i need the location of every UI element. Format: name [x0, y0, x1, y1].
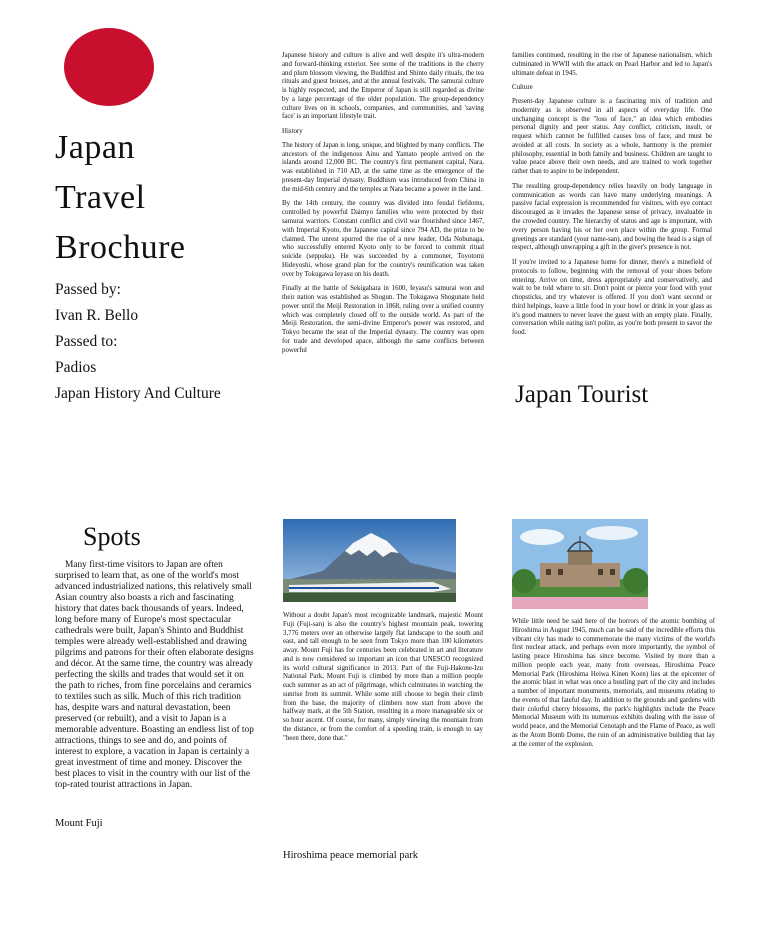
passed-by-label: Passed by:: [55, 281, 121, 298]
history-column: [282, 52, 484, 412]
title-line-1: Japan: [55, 129, 135, 166]
hiroshima-dome-photo: [512, 519, 648, 609]
culture-heading: Culture: [512, 84, 533, 92]
culture-column: [512, 52, 712, 374]
history-paragraph-3: Finally at the battle of Sekigahara in 1600, Ieyasu's samurai won and their nation was established as Shogun. The Tokugawa Shogunate held power until the Meiji Restoration in 1868, ruling over a unified country which was completely closed off to the outside world. As part of the Meiji Restoration, the semi-divine Emperor's power was restored, and Tokyo became the seat of the Imperial dynasty. The country was open for trade and developed apace, although the same conflicts between powerful: [282, 285, 484, 354]
history-continuation: families continued, resulting in the rise of Japanese nationalism, which culminated in WWII with the attack on Pearl Harbor and led to Japan's ultimate defeat in 1945.: [512, 52, 712, 77]
culture-paragraph-1: Present-day Japanese culture is a fascinating mix of tradition and modernity as is observed in all aspects of everyday life. One unchanging concept is the "loss of face," an idea which embodies personal dignity and peer status. Any conflict, criticism, insult, or request which cannot be fulfilled causes loss of face, and must be avoided at all costs. In society as a whole, harmony is the premier philosophy, essential in both family and business. Children are taught to value peace above their own needs, and are trained to work together rather than to aspire to be independent.: [512, 98, 712, 176]
subject-line: Japan History And Culture: [55, 385, 221, 402]
culture-paragraph-3: If you're invited to a Japanese home for dinner, there's a minefield of protocols to follow, beginning with the removal of your shoes before entering. Arrive on time, dress appropriately and conservatively, and wait to be told where to sit. Don't point or pierce your food with your chopsticks, and try whatever is offered. If you don't want second or third helpings, leave a little food in your bowl or drink in your glass as it's good manners to never leave the guest with an empty plate. Finally, conversation while eating isn't polite, as you're both present to savor the food.: [512, 259, 712, 337]
spots-body: [55, 560, 255, 791]
history-paragraph-1: The history of Japan is long, unique, and blighted by many conflicts. The ancestors of the indigenous Ainu and Yamato people arrived on the islands around 12,000 BC. The country's first permanent capital, Nara, was established in 710 AD, at the same time as the emergence of the present-day Imperial dynasty. Buddhism was introduced from China in the mid-6th century and the temples at Nara became a power in the land.: [282, 141, 484, 193]
title-line-3: Brochure: [55, 229, 186, 266]
spots-title: Spots: [83, 522, 141, 551]
japan-tourist-title: Japan Tourist: [515, 381, 649, 408]
history-paragraph-2: By the 14th century, the country was divided into feudal fiefdoms, controlled by powerful Daimyo families who were protected by their samurai warriors. Constant conflict and civil war flourished since 1467, with Imperial Kyoto, the Japanese capital since 794 AD, the prize to be claimed. The unrest spurred the rise of a new leader, Oda Nobunaga, who successfully entered Kyoto only to be forced to commit ritual suicide (seppuku). He was succeeded by a commoner, Toyotomi Hideyoshi, whose grand plan for the country's reunification was taken over by Tokugawa Ieyasu on his death.: [282, 200, 484, 278]
mount-fuji-caption: Mount Fuji: [55, 818, 103, 829]
history-heading: History: [282, 128, 303, 136]
intro-paragraph: Japanese history and culture is alive and well despite it's ultra-modern and forward-thinking exterior. See some of the traditions in the cherry and plum blossom viewing, the Buddhist and Shinto daily rituals, the tea rituals and guest houses, and at the annual festivals. The samurai culture is highly respected, and the Emperor of Japan is still regarded as divine by a large percentage of the older population. The group-dependency culture lives on in schools, companies, and communities, and 'saving face' is an important lifestyle trait.: [282, 52, 484, 121]
hiroshima-caption: Hiroshima peace memorial park: [283, 850, 418, 861]
passed-to-name: Padios: [55, 359, 97, 376]
title-line-2: Travel: [55, 179, 146, 216]
spots-paragraph: Many first-time visitors to Japan are often surprised to learn that, as one of the world's most advanced industrialized nations, this relatively small Asian country also boasts a rich and fascinating history that dates back thousands of years. Indeed, long before many of Europe's most spectacular cathedrals were built, Japan's Shinto and Buddhist temples were already well-established and drawing pilgrims and patrons for their often elaborate designs and décor. At the same time, the country was already perfecting the skills and trades that would set it on the path to riches, from fine porcelains and ceramics to textiles such as silk. Much of this rich tradition has, despite wars and natural devastation, been preserved (or rebuilt), and a visit to Japan is a memorable adventure. Boasting an endless list of top attractions, things to see and do, and points of interest to explore, a vacation in Japan is certainly a great investment of time and money. Discover the best places to visit in the country with our list of the top-rated tourist attractions in Japan.: [55, 560, 254, 790]
hiroshima-paragraph: While little need be said here of the horrors of the atomic bombing of Hiroshima in August 1945, much can be said of the incredible efforts this vibrant city has made to commemorate the many victims of the world's first nuclear attack, and perhaps even more importantly, the symbol of lasting peace Hiroshima has since become. Visited by more than a million people each year, many from overseas, Hiroshima Peace Memorial Park (Hiroshima Heiwa Kinen Koen) lies at the epicenter of the atomic blast in what was once a bustling part of the city and includes a number of important monuments, memorials, and museums relating to the events of that fateful day. In addition to the grounds and gardens with their colorful cherry blossoms, the park's highlights include the Peace Memorial Museum with its numerous exhibits dealing with the issue of world peace, and the Memorial Cenotaph and the Flame of Peace, as well as the Atom Bomb Dome, the ruin of an administrative building that lay at the center of the explosion.: [512, 618, 715, 748]
fuji-text-block: [283, 612, 483, 749]
fuji-paragraph: Without a doubt Japan's most recognizable landmark, majestic Mount Fuji (Fuji-san) is also the country's highest mountain peak, towering 3,776 meters over an otherwise largely flat landscape to the south and east, and tall enough to be seen from Tokyo more than 100 kilometers away. Mount Fuji has for centuries been celebrated in art and literature and is now considered so important an icon that UNESCO recognized its world cultural significance in 2013. Part of the Fuji-Hakone-Izu National Park, Mount Fuji is climbed by more than a million people each summer as an act of pilgrimage, which culminates in watching the sunrise from its summit. While some still choose to begin their climb from the base, the majority of climbers now start from above the halfway mark, at the 5th Station, resulting in a more manageable six or so hour ascent. Of course, for many, simply viewing the mountain from the distance, or from the comfort of a speeding train, is enough to say "been there, done that.": [283, 612, 483, 742]
passed-to-label: Passed to:: [55, 333, 118, 350]
mount-fuji-photo: [283, 519, 456, 602]
japan-flag-circle: [64, 28, 154, 106]
culture-paragraph-2: The resulting group-dependency relies heavily on body language in communication as words can have many underlying meanings. A passive facial expression is recommended for visitors, with eye contact discouraged as it invades the Japanese sense of privacy, invaluable in the crowded country. The hierarchy of status and age is important, with every person having his or her own place within the group. Formal greetings are standard (your name-san), and bowing the head is a sign of respect, although unwrapping a gift in the giver's presence is not.: [512, 182, 712, 252]
passed-by-name: Ivan R. Bello: [55, 307, 139, 324]
hiroshima-text-block: [512, 618, 715, 755]
